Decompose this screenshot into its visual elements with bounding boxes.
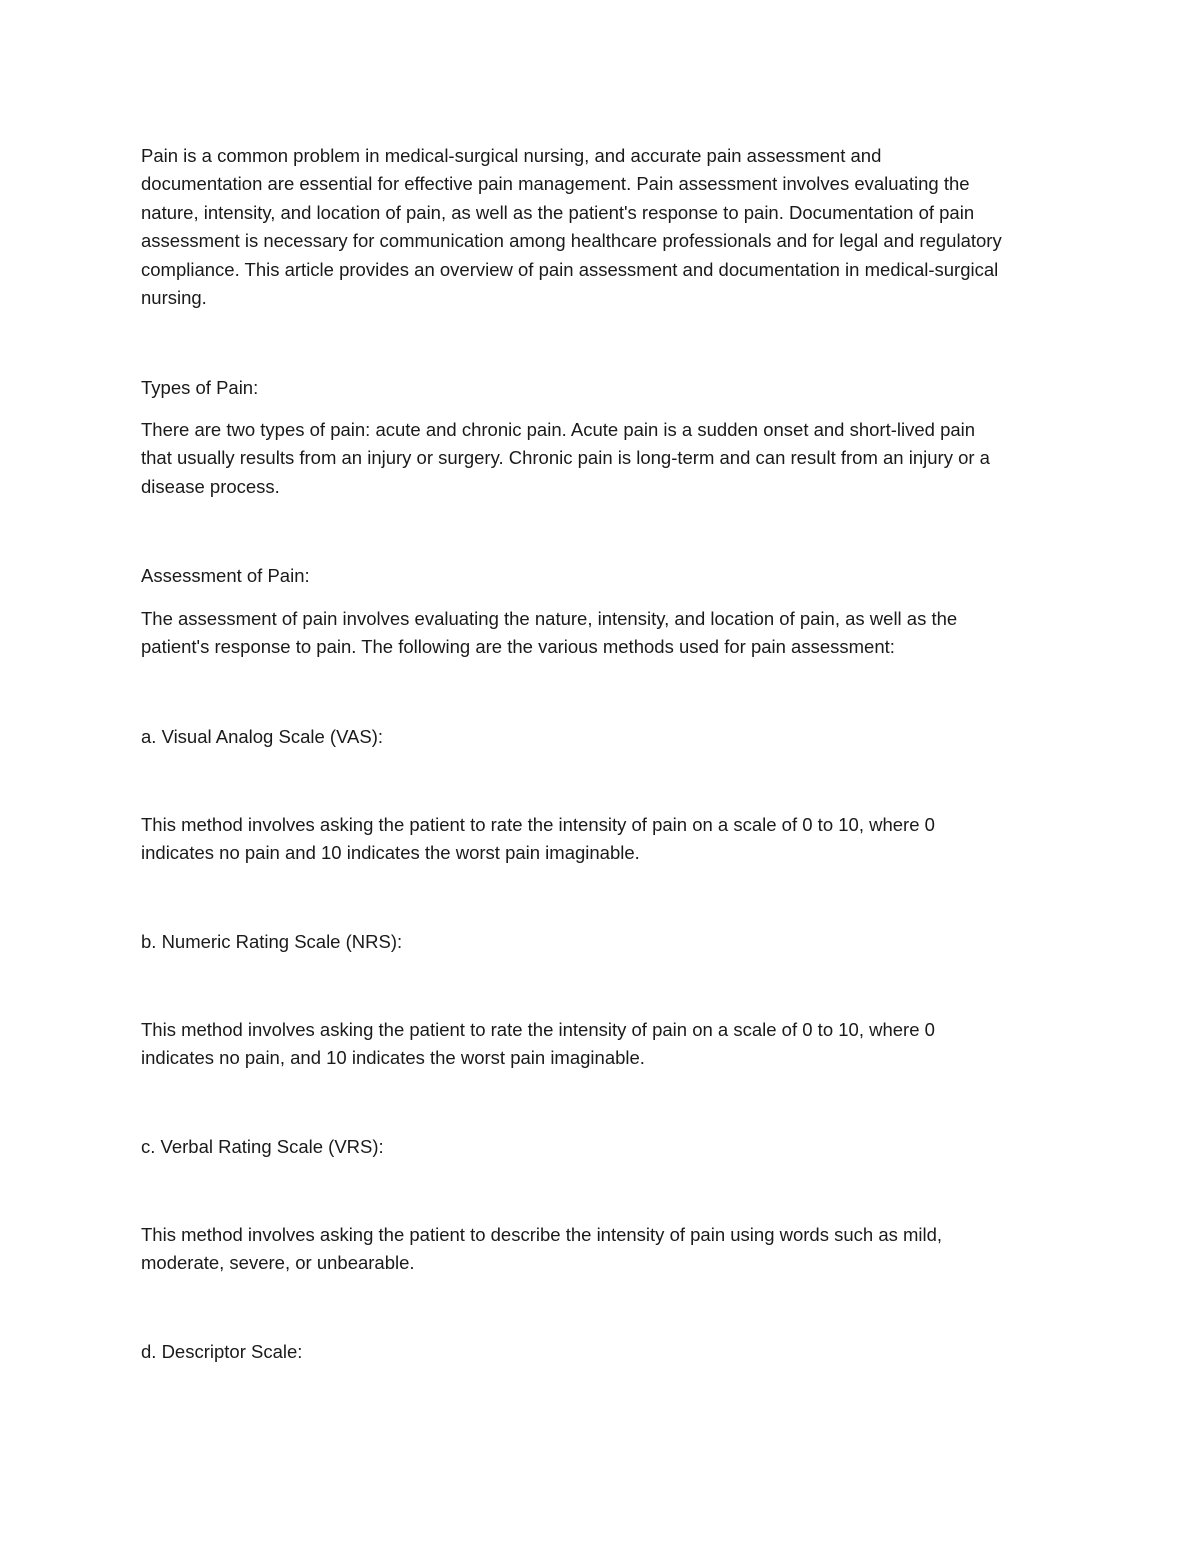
text-line: This method involves asking the patient to rate the intensity of pain on a scale of 0 to 10, where 0 (141, 814, 935, 835)
text-line: that usually results from an injury or surgery. Chronic pain is long-term and can result from an injury or a (141, 447, 990, 469)
method-body-vas (141, 811, 1061, 868)
section-heading-types: Types of Pain: (141, 377, 259, 398)
text-line: There are two types of pain: acute and chronic pain. Acute pain is a sudden onset and short-lived pain (141, 419, 976, 440)
text-line: documentation are essential for effective pain management. Pain assessment involves evaluating the (141, 173, 970, 195)
text-line: compliance. This article provides an overview of pain assessment and documentation in medical-surgical (141, 258, 999, 280)
method-heading-vas: a. Visual Analog Scale (VAS): (141, 726, 384, 747)
text-line: This method involves asking the patient to rate the intensity of pain on a scale of 0 to 10, where 0 (141, 1019, 935, 1040)
method-heading-vrs: c. Verbal Rating Scale (VRS): (141, 1136, 384, 1157)
types-paragraph (141, 416, 1061, 501)
text-line: disease process. (141, 475, 280, 497)
method-body-nrs (141, 1016, 1061, 1073)
intro-paragraph (141, 142, 1061, 312)
text-line: Pain is a common problem in medical-surgical nursing, and accurate pain assessment and (141, 145, 882, 166)
assessment-paragraph (141, 605, 1061, 662)
text-line: indicates no pain, and 10 indicates the worst pain imaginable. (141, 1047, 645, 1069)
text-line: moderate, severe, or unbearable. (141, 1252, 415, 1274)
section-heading-assessment: Assessment of Pain: (141, 565, 310, 586)
method-heading-descriptor: d. Descriptor Scale: (141, 1341, 303, 1362)
text-line: nature, intensity, and location of pain, as well as the patient's response to pain. Documentation of pain (141, 201, 975, 223)
method-heading-nrs: b. Numeric Rating Scale (NRS): (141, 931, 403, 952)
text-line: The assessment of pain involves evaluating the nature, intensity, and location of pain, as well as the (141, 608, 958, 629)
text-line: This method involves asking the patient to describe the intensity of pain using words such as mild, (141, 1224, 943, 1245)
text-line: indicates no pain and 10 indicates the worst pain imaginable. (141, 842, 640, 864)
text-line: patient's response to pain. The following are the various methods used for pain assessment: (141, 636, 895, 658)
text-line: assessment is necessary for communication among healthcare professionals and for legal and regulatory (141, 230, 1002, 252)
text-line: nursing. (141, 287, 207, 309)
method-body-vrs (141, 1221, 1061, 1278)
